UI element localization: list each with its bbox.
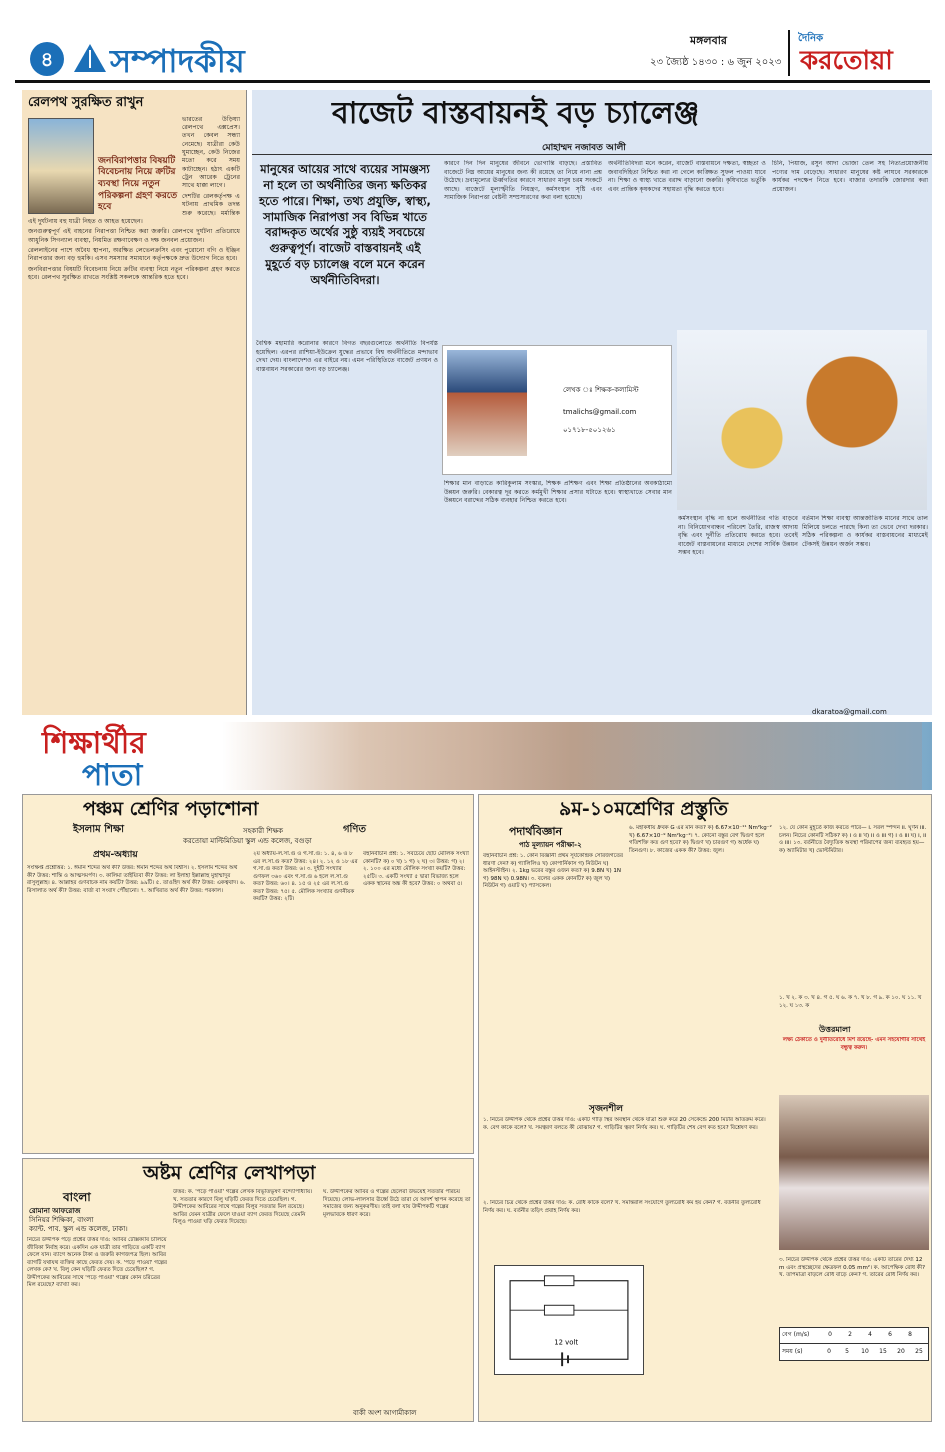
student-page [22, 708, 932, 1422]
main-article [252, 90, 932, 715]
editorial-column [22, 90, 247, 715]
students-photo [222, 722, 922, 790]
brand-logo: করতোয়া [800, 46, 893, 76]
table-cell: 15 [879, 1347, 887, 1355]
author-box [442, 345, 672, 475]
class5-block [22, 794, 474, 1154]
class8-subject: বাংলা [63, 1190, 91, 1204]
class9-mcq-text: বহুনির্বাচনি প্রশ্ন: ১. কোন বিজ্ঞানী প্রথম সূর্যকেন্দ্রিক সৌরজগতের ধারণা দেন? ক) গ্যালিলিও খ) কোপার্নিকাস গ) নিউটন ঘ) আইনস্টাইন। ২. 1kg ভরের বস্তুর ওজন কত? ক) 9.8N খ) 1N গ) 98N ঘ) 0.98N। ৩. বলের একক কোনটি? ক) জুল খ) নিউটন গ) ওয়াট ঘ) প্যাসকেল। [483, 853, 623, 890]
train-photo [28, 118, 94, 214]
class8-teacher-role: সিনিয়র শিক্ষিকা, বাংলা [29, 1216, 94, 1224]
header-divider [788, 30, 790, 76]
article-rule [252, 154, 932, 155]
class8-teacher-name: রোমানা আফরোজ [29, 1207, 81, 1215]
brand-prefix: দৈনিক [798, 33, 824, 44]
budget-illustration [677, 330, 927, 510]
article-column: কারণে দিন দিন মানুষের জীবনে ভোগান্তি বাড়ছে। প্রস্তাবিত বাজেটে নিম্ন আয়ের মানুষের জন্য কী রয়েছে তা নিয়ে নানা প্রশ্ন উঠেছে। দ্রব্যমূল্যের ঊর্ধ্বগতির কারণে সাধারণ মানুষ চরম সংকটে আছে। বাজেটে মূল্যস্ফীতি নিয়ন্ত্রণ, কর্মসংস্থান সৃষ্টি এবং সামাজিক নিরাপত্তা বেষ্টনী সম্প্রসারণের কথা বলা হয়েছে। [444, 160, 602, 202]
students-exam-photo [779, 1095, 929, 1250]
class5-subject-math: গণিত [343, 824, 366, 835]
banner-title-line1: শিক্ষার্থীর [42, 726, 146, 761]
table-header: সময় (s) [782, 1347, 803, 1355]
continued-note: বাকী অংশ আগামীকাল [353, 1409, 417, 1417]
section-email[interactable]: dkaratoa@gmail.com [812, 708, 887, 716]
pen-nib-icon [70, 38, 110, 76]
class9-exam: পাঠ মূল্যায়ন পরীক্ষা-২ [519, 841, 582, 849]
class8-text: ঘ. উদ্দীপকের আবির ও গল্পের ছেলেরা উভয়েই সততার পরিচয় দিয়েছে। লোভ-লালসার ঊর্ধ্বে উঠে তারা যে আদর্শ স্থাপন করেছে তা সমাজের জন্য অনুকরণীয়। তাই বলা যায় উদ্দীপকটি গল্পের মূলভাবকে ধারণ করে। [323, 1189, 471, 1218]
class5-title: পঞ্চম শ্রেণির পড়াশোনা [83, 798, 259, 820]
answer-title: উত্তরমালা [819, 1025, 851, 1034]
class9-subject: পদার্থবিজ্ঞান [509, 825, 563, 838]
article-byline: মোহাম্মদ নজাবত আলী [542, 143, 626, 153]
table-cell: 4 [868, 1331, 872, 1339]
author-email[interactable]: tmalichs@gmail.com [563, 408, 637, 416]
editorial-paragraph: দেশটির রেলকর্তৃপক্ষ এ ঘটনায় প্রাথমিক তদন্ত শুরু করেছে। মর্মান্তিক এই দুর্ঘটনায় বহু যাত্রী নিহত ও আহত হয়েছেন। [28, 192, 240, 225]
table-header: বেগ (m/s) [782, 1331, 810, 1339]
editorial-paragraph: জনবিরাপত্তার বিষয়টি বিবেচনায় নিয়ে ক্রটির ব্যবস্থা নিয়ে নতুন পরিকল্পনা গ্রহণ করতে হবে। রেলপথ সুরক্ষিত রাখতে সংশ্লিষ্ট সকলকে আন্তরিক হতে হবে। [28, 265, 240, 282]
table-row [780, 1328, 928, 1344]
creative-question-2: ২. নিচের চিত্র থেকে প্রশ্নের উত্তর দাও: ক. রোধ কাকে বলে? খ. সমান্তরাল সংযোগে তুল্যরোধ কম হয় কেন? গ. বর্তনীর তুল্যরোধ নির্ণয় কর। ঘ. বর্তনীর তড়িৎ প্রবাহ নির্ণয় কর। [483, 1200, 761, 1214]
class9-block [478, 794, 932, 1422]
class8-title: অষ্টম শ্রেণির লেখাপড়া [143, 1162, 316, 1184]
article-column: অর্থনীতিবিদরা মনে করেন, বাজেট বাস্তবায়নে দক্ষতা, স্বচ্ছতা ও জবাবদিহিতা নিশ্চিত করা না গেলে কাঙ্ক্ষিত সুফল পাওয়া যাবে না। শিক্ষা ও স্বাস্থ্য খাতে বরাদ্দ বাড়ানো জরুরি। কৃষিখাতে ভর্তুকি এবং প্রান্তিক কৃষকদের সহায়তা বৃদ্ধি করতে হবে। [608, 160, 766, 193]
editorial-title: রেলপথ সুরক্ষিত রাখুন [28, 95, 144, 110]
article-column: শিক্ষার মান বাড়াতে কারিকুলাম সংস্কার, শিক্ষক প্রশিক্ষণ এবং শিক্ষা প্রতিষ্ঠানের অবকাঠামো উন্নয়ন জরুরি। বেকারত্ব দূর করতে কর্মমুখী শিক্ষার প্রসার ঘটাতে হবে। স্বাস্থ্যখাতে সেবার মান উন্নয়নে বরাদ্দের সঠিক ব্যবহার নিশ্চিত করতে হবে। [444, 480, 672, 505]
class9-mcq-text: ৬. মহাকর্ষীয় ধ্রুবক G এর মান কত? ক) 6.67×10⁻¹¹ Nm²kg⁻² খ) 6.67×10⁻⁹ Nm²kg⁻²। ৭. কোনো বস্তুর বেগ দ্বিগুণ হলে গতিশক্তি কত গুণ হবে? ক) দ্বিগুণ খ) চারগুণ গ) অর্ধেক ঘ) তিনগুণ। ৮. কাজের একক কী? উত্তর: জুল। [629, 825, 772, 854]
article-column: কর্মসংস্থান বৃদ্ধি না হলে অর্থনীতির গতি বাড়বে না। বিনিয়োগবান্ধব পরিবেশ তৈরি, রাজস্ব আদায় বৃদ্ধি এবং দুর্নীতি প্রতিরোধ করতে হবে। তবেই বাজেট বাস্তবায়নের মাধ্যমে দেশের সার্বিক উন্নয়ন সম্ভব হবে। [678, 515, 798, 557]
editorial-paragraph: জনগুরুত্বপূর্ণ এই বাহনের নিরাপত্তা নিশ্চিত করা জরুরি। রেলপথে দুর্ঘটনা প্রতিরোধে আধুনিক সিগন্যাল ব্যবস্থা, নিয়মিত রক্ষণাবেক্ষণ ও দক্ষ জনবল প্রয়োজন। [28, 228, 240, 244]
answer-list: ১. খ ২. ক ৩. খ ৪. গ ৫. ঘ ৬. ক ৭. খ ৮. গ ৯. ক ১০. ঘ ১১. খ ১২. ঘ ১৩. ক [779, 995, 922, 1009]
page-number: ৪ [30, 42, 64, 76]
class5-math-text: ২য় অধ্যায়-ল.সা.গু ও গ.সা.গু: ১. ৪, ৬ ও ৮ এর ল.সা.গু কত? উত্তর: ২৪। ২. ১২ ও ১৮ এর গ.সা.গু কত? উত্তর: ৬। ৩. দুইটি সংখ্যার গুণফল ৩৬০ এবং গ.সা.গু ৬ হলে ল.সা.গু কত? উত্তর: ৬০। ৪. ১৫ ও ২৫ এর ল.সা.গু কত? উত্তর: ৭৫। ৫. মৌলিক সংখ্যার গুণনীয়ক কয়টি? উত্তর: ২টি। [253, 851, 358, 903]
class8-text: নিচের উদ্দীপক পড়ে প্রশ্নের উত্তর দাও: আবির টেক্সিক্যাব চালিয়ে জীবিকা নির্বাহ করে। একদিন এক যাত্রী তার গাড়িতে একটি ব্যাগ ফেলে যান। ব্যাগে অনেক টাকা ও জরুরি কাগজপত্র ছিল। আবির ব্যাগটি যথাযথ ব্যক্তির কাছে ফেরত দেয়। ক. 'পড়ে পাওয়া' গল্পের লেখক কে? খ. বিলু কেন ঘড়িটি ফেরত দিতে চেয়েছিল? গ. উদ্দীপকের আবিরের সাথে 'পড়ে পাওয়া' গল্পের কোন চরিত্রের মিল রয়েছে? ব্যাখ্যা কর। [27, 1237, 167, 1289]
header-rule [15, 80, 930, 83]
editorial-paragraph: রেললাইনের পাশে অবৈধ স্থাপনা, অরক্ষিত লেভেলক্রসিং এবং পুরোনো বগি ও ইঞ্জিন নিরাপত্তার জন্য বড় হুমকি। এসব সমস্যার সমাধানে কর্তৃপক্ষকে দ্রুত উদ্যোগ নিতে হবে। [28, 246, 240, 263]
author-label: লেখক ঃ শিক্ষক-কলামিস্ট [563, 386, 639, 394]
table-cell: 6 [888, 1331, 892, 1339]
data-table [779, 1327, 929, 1361]
creative-question-1: ১. নিচের উদ্দীপক থেকে প্রশ্নের উত্তর দাও: একটি গাড়ি স্থির অবস্থান থেকে যাত্রা শুরু করে 20 সেকেন্ডে 200 মিটার অতিক্রম করে। ক. বেগ কাকে বলে? খ. সমত্বরণ বলতে কী বোঝায়? গ. গাড়িটির ত্বরণ নির্ণয় কর। ঘ. গাড়িটির শেষ বেগ কত হবে? বিশ্লেষণ কর। [483, 1117, 766, 1131]
class5-subject-islam: ইসলাম শিক্ষা [73, 824, 124, 835]
class5-school: করতোয়া মাল্টিমিডিয়া স্কুল এন্ড কলেজ, বগুড়া [183, 837, 312, 845]
class5-islam-text: সংক্ষিপ্ত প্রশ্নোত্তর: ১. ঈমান শব্দের অর্থ কী? উত্তর: ঈমান শব্দের অর্থ বিশ্বাস। ২. ইসলাম শব্দের অর্থ কী? উত্তর: শান্তি ও আত্মসমর্পণ। ৩. কালিমা তাইয়্যিবা কী? উত্তর: লা ইলাহা ইল্লাল্লাহু মুহাম্মাদুর রাসুলুল্লাহ। ৪. আল্লাহর গুণবাচক নাম কয়টি? উত্তর: ৯৯টি। ৫. তাওহিদ অর্থ কী? উত্তর: একত্ববাদ। ৬. রিসালাত অর্থ কী? উত্তর: বার্তা বা সংবাদ পৌঁছানো। ৭. আখিরাত অর্থ কী? উত্তর: পরকাল। [27, 865, 246, 894]
class8-school: ক্যান্ট. পাব. স্কুল এন্ড কলেজ, ঢাকা। [29, 1225, 128, 1233]
editorial-paragraph: ভারতের উড়িষ্যা রেলপথে এক্সপ্রেস। তখন কেবল সন্ধ্যা নেমেছে। যাত্রীরা কেউ ঘুমাচ্ছেন, কেউ নিজের মতো করে সময় কাটাচ্ছেন। হঠাৎ একটি ট্রেন আরেক ট্রেনের সাথে ধাক্কা লাগে। [182, 115, 240, 190]
class8-block [22, 1158, 474, 1422]
article-intro: মানুষের আয়ের সাথে ব্যয়ের সামঞ্জস্য না হলে তা অর্থনীতির জন্য ক্ষতিকর হতে পারে। শিক্ষা, তথ্য প্রযুক্তি, স্বাস্থ্য, সামাজিক নিরাপত্তা সব বিভিন্ন খাতে বরাদ্দকৃত অর্থের সুষ্ঠু ব্যয়ই সবচেয়ে গুরুত্বপূর্ণ। বাজেট বাস্তবায়নই এই মুহূর্তে বড় চ্যালেঞ্জ বলে মনে করেন অর্থনীতিবিদরা। [259, 162, 431, 288]
header-day: মঙ্গলবার [690, 34, 727, 47]
table-cell: 25 [915, 1347, 923, 1355]
article-column: বর্তমান শিক্ষা ব্যবস্থা আন্তর্জাতিক মানের সাথে তাল মিলিয়ে চলতে পারছে কিনা তা ভেবে দেখা দরকার। সঠিক পরিকল্পনা ও কার্যকর বাস্তবায়নের মাধ্যমেই টেকসই উন্নয়ন অর্জন সম্ভব। [802, 515, 928, 548]
author-photo [447, 350, 527, 456]
class9-mcq-text: ১২. যে কোন মুহূর্তে কাজ করতে পারে— i. সরল স্পন্দন ii. ঘূর্ণন iii. চলন। নিচের কোনটি সঠিক? ক) i ও ii খ) ii ও iii গ) i ও iii ঘ) i, ii ও iii। ১৩. বর্তনীতে বৈদ্যুতিক অবস্থা পরিমাপের জন্য ব্যবহৃত হয়— ক) অ্যামিটার খ) ভোল্টমিটার। [779, 825, 927, 854]
section-title: সম্পাদকীয় [110, 42, 245, 80]
header-date: ২৩ জ্যৈষ্ঠ ১৪৩০ : ৬ জুন ২০২৩ [650, 57, 782, 68]
table-row [780, 1344, 928, 1360]
class9-title: ৯ম-১০মশ্রেণির প্রস্তুতি [559, 798, 728, 820]
class5-teacher: সহকারী শিক্ষক [243, 827, 284, 835]
class5-chapter: প্রথম-অধ্যায় [93, 850, 138, 860]
class5-math-text: বহুনির্বাচনি প্রশ্ন: ১. সবচেয়ে ছোট মৌলিক সংখ্যা কোনটি? ক) ০ খ) ১ গ) ২ ঘ) ৩। উত্তর: গ) ২। ২. ১০০ এর মধ্যে মৌলিক সংখ্যা কয়টি? উত্তর: ২৫টি। ৩. একটি সংখ্যা ৫ দ্বারা বিভাজ্য হলে একক স্থানের অঙ্ক কী হবে? উত্তর: ০ অথবা ৫। [363, 851, 469, 888]
creative-title: সৃজনশীল [589, 1104, 623, 1114]
class8-text: উত্তর: ক. 'পড়ে পাওয়া' গল্পের লেখক বিভূতিভূষণ বন্দ্যোপাধ্যায়। খ. সততার কারণে বিলু ঘড়িটি ফেরত দিতে চেয়েছিল। গ. উদ্দীপকের আবিরের সাথে গল্পের বিলুর সততার মিল রয়েছে। আবির যেমন যাত্রীর ফেলে যাওয়া ব্যাগ ফেরত দিয়েছে তেমনি বিলুও পাওয়া ঘড়ি ফেরত দিয়েছে। [173, 1189, 313, 1226]
page-header [0, 0, 945, 86]
article-headline: বাজেট বাস্তবায়নই বড় চ্যালেঞ্জ [332, 96, 700, 131]
table-cell: 10 [861, 1347, 869, 1355]
table-cell: 8 [908, 1331, 912, 1339]
battery-label: 12 volt [554, 1338, 579, 1347]
table-cell: 2 [848, 1331, 852, 1339]
creative-question-3: ৩. নিচের উদ্দীপক থেকে প্রশ্নের উত্তর দাও: একটি তারের দৈর্ঘ্য 12 m এবং প্রস্থচ্ছেদের ক্ষেত্রফল 0.05 mm²। ক. আপেক্ষিক রোধ কী? খ. তাপমাত্রা বাড়লে রোধ বাড়ে কেন? গ. তারের রোধ নির্ণয় কর। [779, 1257, 926, 1279]
table-cell: 0 [828, 1331, 832, 1339]
author-phone: ০১৭১৮-৫০১২৬১ [563, 426, 616, 434]
editorial-callout: জনবিরাপত্তার বিষয়টি বিবেচনায় নিয়ে ক্রটির ব্যবস্থা নিয়ে নতুন পরিকল্পনা গ্রহণ করতে হবে [98, 155, 178, 213]
article-column: বৈশ্বিক মহামারি করোনার কারণে বিগত বছরগুলোতে অর্থনীতি বিপর্যস্ত হয়েছিল। এরপর রাশিয়া-ইউক্রেন যুদ্ধের প্রভাবে বিশ্ব অর্থনীতিতে মন্দাভাব দেখা দেয়। বাংলাদেশও এর বাইরে নয়। এমন পরিস্থিতিতে বাজেট প্রণয়ন ও বাস্তবায়ন সরকারের জন্য বড় চ্যালেঞ্জ। [256, 340, 438, 373]
table-cell: 0 [827, 1347, 831, 1355]
banner-title-line2: পাতা [82, 758, 143, 793]
article-column: চিনি, পিঁয়াজ, রসুন আদা ভোজ্য তেল সহ নিত্যপ্রয়োজনীয় পণ্যের দাম বেড়েছে। সাধারণ মানুষের কষ্ট লাঘবে সরকারকে কার্যকর পদক্ষেপ নিতে হবে। বাজার তদারকি জোরদার করা প্রয়োজন। [772, 160, 928, 193]
student-page-banner [22, 722, 932, 793]
table-cell: 20 [897, 1347, 905, 1355]
table-cell: 5 [845, 1347, 849, 1355]
circuit-diagram [494, 1265, 644, 1375]
promo-note: লক্ষ্য ঠেকাতে ও দুর্নীতিরোধে মিশ রয়েছে- এমন সহযোগীর সাথেই বন্ধুত্ব করুন। [782, 1037, 926, 1051]
